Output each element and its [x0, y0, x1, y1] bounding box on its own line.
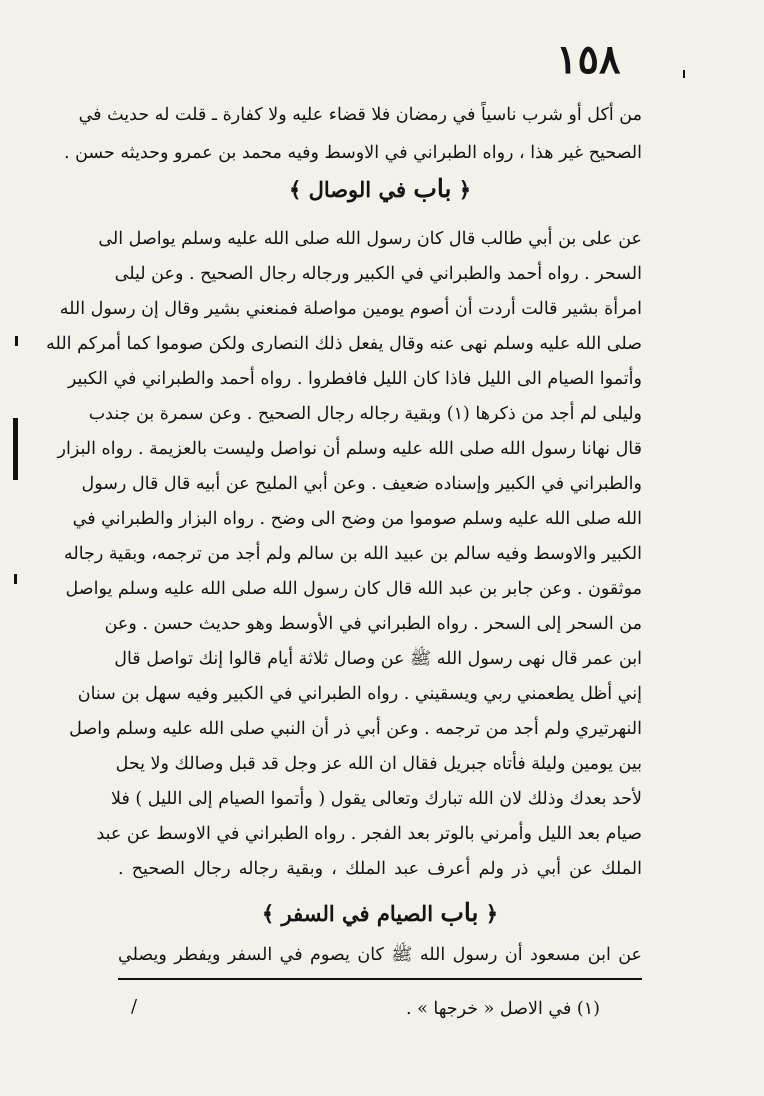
margin-mark-mid2: [13, 418, 18, 480]
heading-close-bracket: ﴾: [261, 901, 275, 926]
text-line: الكبير والاوسط وفيه سالم بن عبيد الله بن سالم ولم أجد من ترجمه، وبقية رجاله: [64, 544, 642, 564]
text-line: صلى الله عليه وسلم نهى عنه وقال يفعل ذلك النصارى ولكن صوموا كما أمركم الله: [46, 334, 642, 354]
text-line: من أكل أو شرب ناسياً في رمضان فلا قضاء عليه ولا كفارة ـ قلت له حديث في: [78, 105, 642, 125]
text-line: الله صلى الله عليه وسلم صوموا من وضح الى وضح . رواه البزار والطبراني في: [72, 509, 642, 529]
footnote-separator: [118, 978, 642, 980]
text-line: لأحد بعدك وذلك لان الله تبارك وتعالى يقول ( وأتموا الصيام إلى الليل ) فلا: [111, 789, 642, 809]
footnote: (١) في الاصل « خرجها » .: [405, 999, 600, 1019]
text-line: بين يومين وليلة فأتاه جبريل فقال ان الله عز وجل قد قبل وصالك ولا يحل: [115, 754, 642, 774]
margin-mark-mid3: [14, 574, 17, 584]
heading-text: الصيام في السفر: [281, 901, 434, 926]
section-heading-siyam-safar: [118, 896, 642, 931]
heading-text: في الوصال: [308, 177, 406, 202]
margin-mark-mid1: [15, 336, 18, 346]
page-number: ١٥٨: [556, 36, 621, 83]
text-line: وليلى لم أجد من ذكرها (١) وبقية رجاله رجال الصحيح . وعن سمرة بن جندب: [88, 404, 642, 424]
text-line: النهرتيري ولم أجد من ترجمه . وعن أبي ذر أن النبي صلى الله عليه وسلم واصل: [69, 719, 642, 739]
text-line: السحر . رواه أحمد والطبراني في الكبير ورجاله رجال الصحيح . وعن ليلى: [114, 264, 642, 284]
margin-mark-top: [683, 70, 685, 78]
text-line: وأتموا الصيام الى الليل فاذا كان الليل فافطروا . رواه أحمد والطبراني في الكبير: [67, 369, 642, 389]
text-line: امرأة بشير قالت أردت أن أصوم يومين مواصلة فمنعني بشير وقال إن رسول الله: [59, 299, 642, 319]
text-line: قال نهانا رسول الله صلى الله عليه وسلم أن نواصل وليست بالعزيمة . رواه البزار: [57, 439, 642, 459]
text-line: الصحيح غير هذا ، رواه الطبراني في الاوسط وفيه محمد بن عمرو وحديثه حسن .: [63, 143, 642, 163]
text-line: عن ابن مسعود أن رسول الله ﷺ كان يصوم في السفر ويفطر ويصلي: [118, 945, 642, 965]
text-line: والطبراني في الكبير وإسناده ضعيف . وعن أبي المليح عن أبيه قال قال رسول: [81, 474, 642, 494]
text-line: موثقون . وعن جابر بن عبد الله قال كان رسول الله صلى الله عليه وسلم يواصل: [65, 579, 642, 599]
text-line: الملك عن أبي ذر ولم أعرف عبد الملك ، وبقية رجاله رجال الصحيح .: [118, 859, 642, 879]
stray-mark: /: [131, 996, 138, 1017]
heading-bab: باب: [440, 898, 479, 927]
text-line: عن على بن أبي طالب قال كان رسول الله صلى الله عليه وسلم يواصل الى: [98, 229, 642, 249]
heading-bab: باب: [413, 174, 452, 203]
text-line: ابن عمر قال نهى رسول الله ﷺ عن وصال ثلاثة أيام قالوا إنك تواصل قال: [114, 649, 642, 669]
text-line: صيام بعد الليل وأمرني بالوتر بعد الفجر . رواه الطبراني في الاوسط عن عبد: [96, 824, 642, 844]
section-heading-wisal: [118, 172, 642, 207]
text-line: من السحر إلى السحر . رواه الطبراني في الأوسط وهو حديث حسن . وعن: [104, 614, 642, 634]
heading-close-bracket: ﴾: [288, 177, 302, 202]
heading-open-bracket: ﴿: [485, 901, 499, 926]
heading-open-bracket: ﴿: [458, 177, 472, 202]
text-line: إني أظل يطعمني ربي ويسقيني . رواه الطبراني في الكبير وفيه سهل بن سنان: [77, 684, 642, 704]
